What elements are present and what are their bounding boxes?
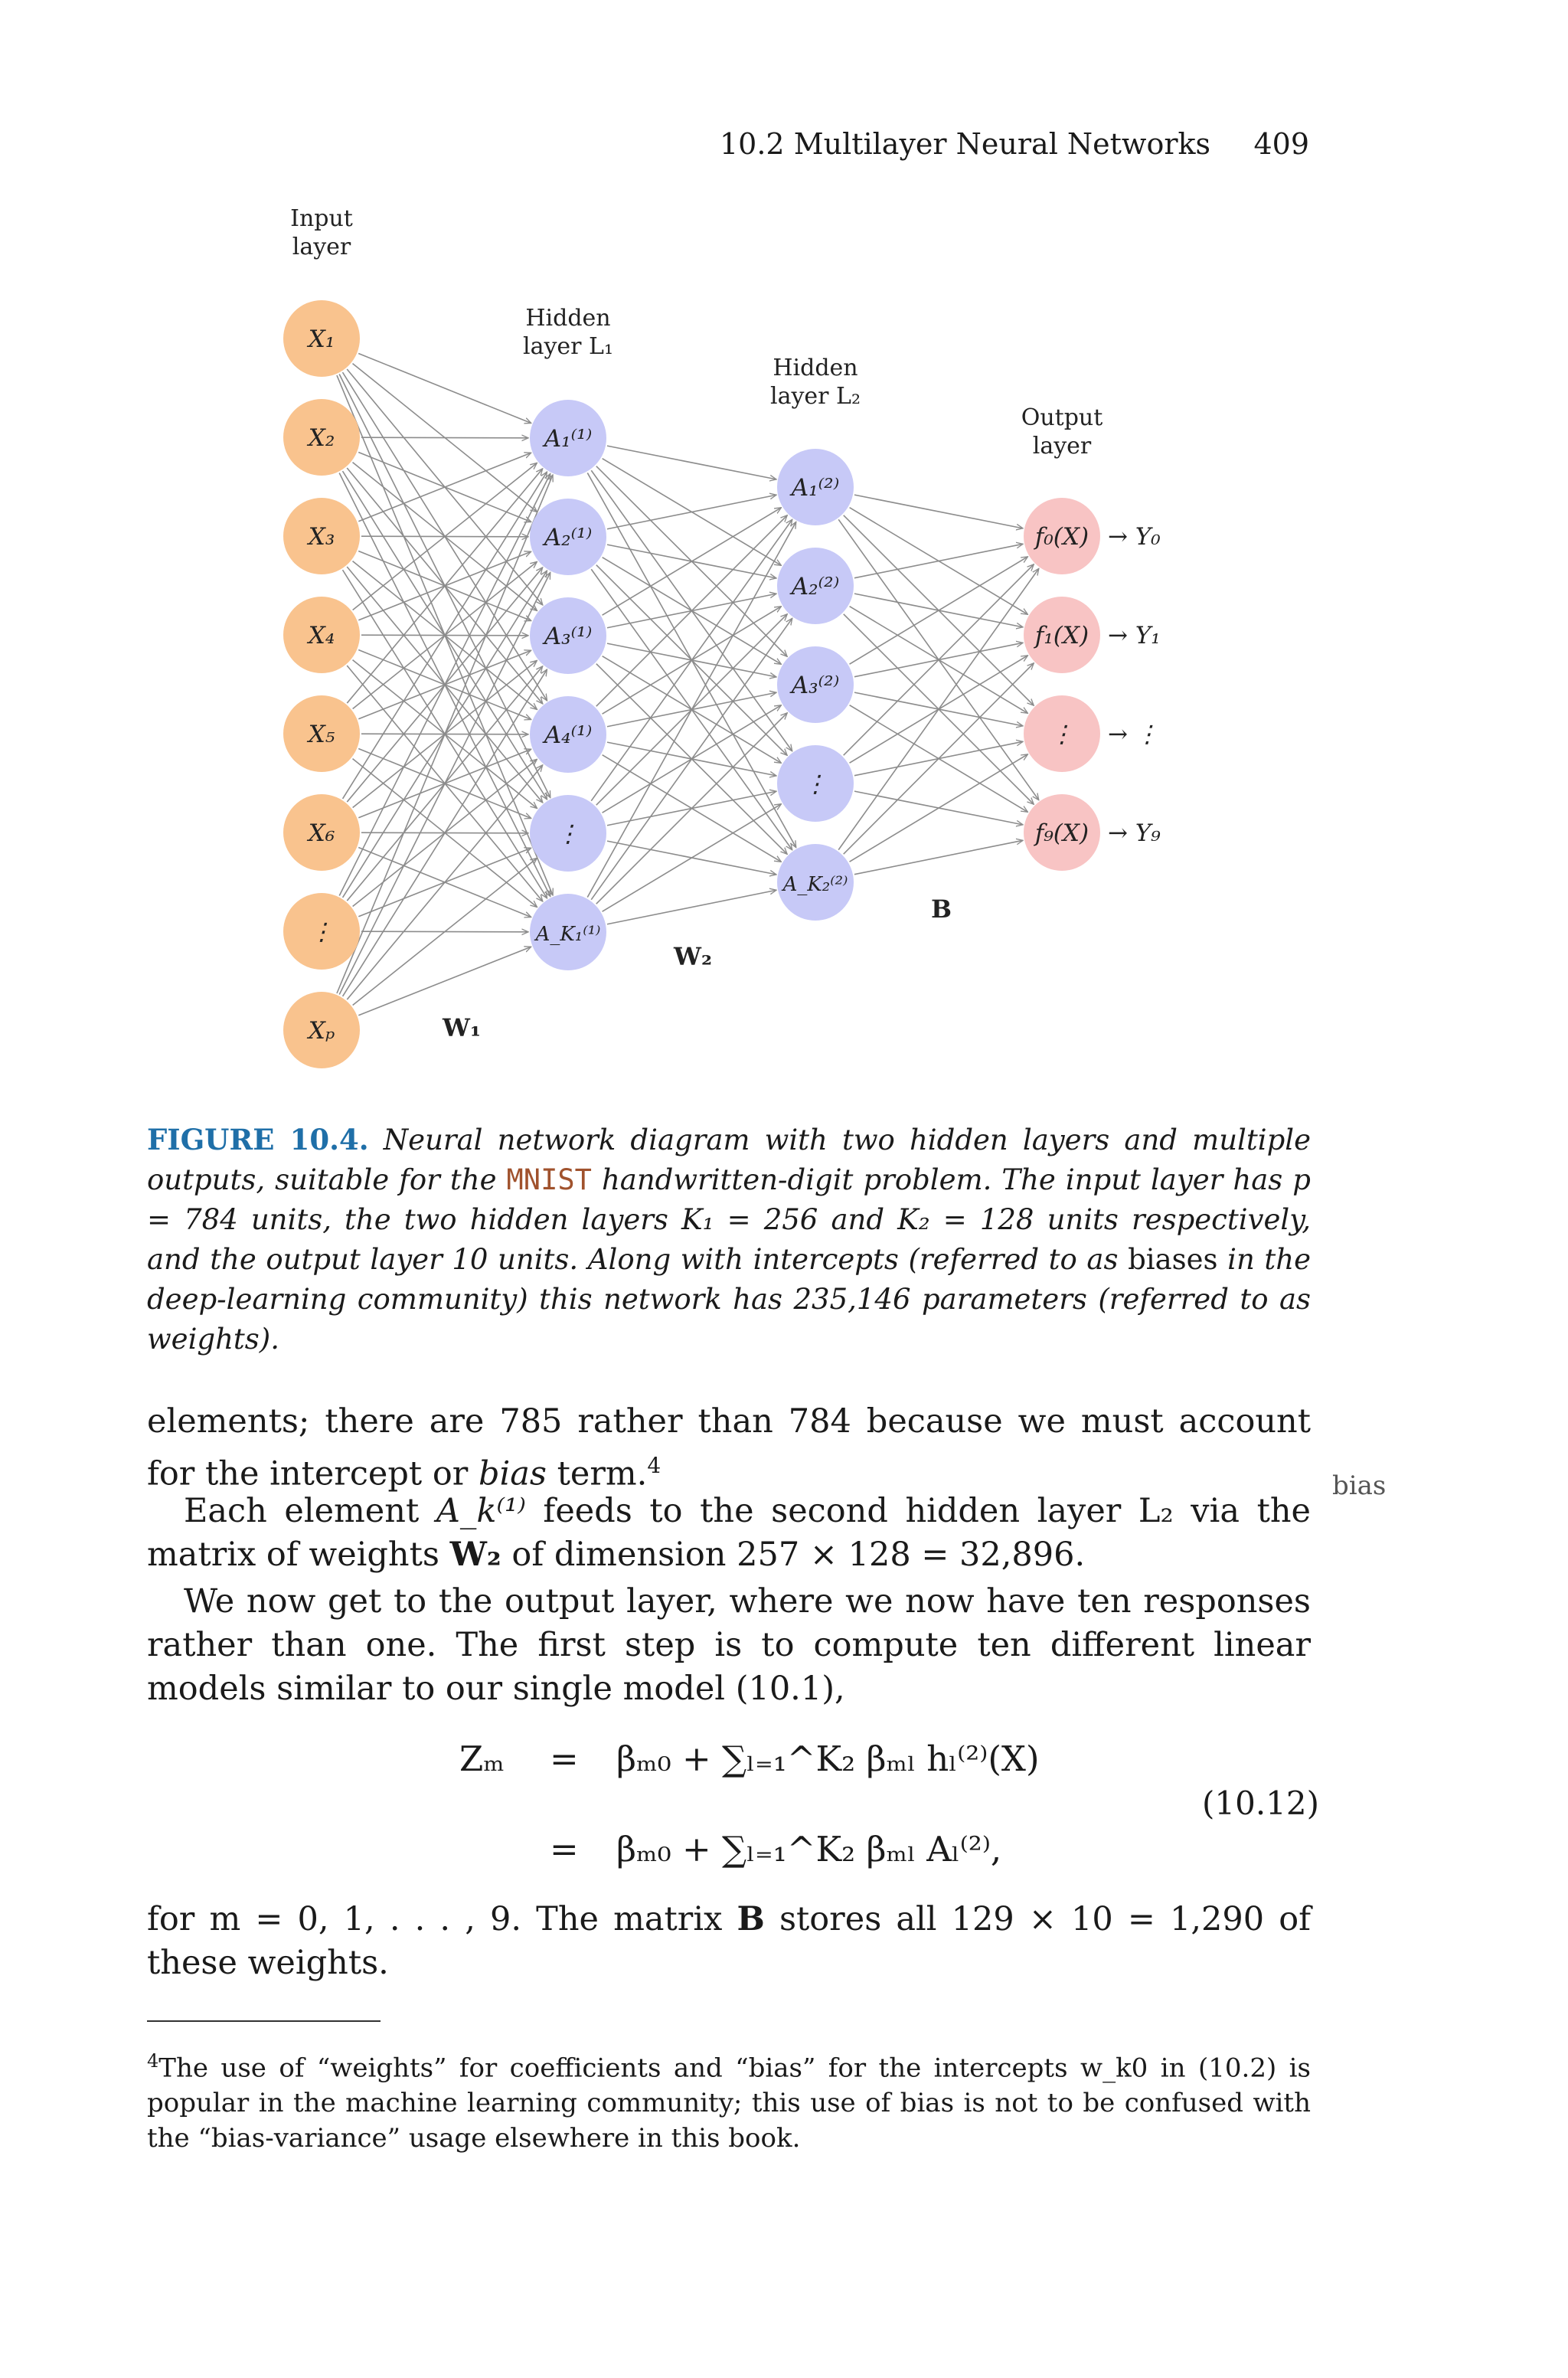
caption-text-1: Neural network diagram with two hidden layers and multiple outputs, suitable for the [147, 1124, 1311, 1196]
input-layer-label-line2: layer [292, 234, 351, 260]
footnote-ref[interactable]: 4 [647, 1453, 662, 1478]
input-node-0-label: X₁ [308, 325, 335, 353]
input-node-1-label: X₂ [308, 424, 335, 452]
body-paragraph-2 [147, 1490, 1311, 1577]
eq-lhs: Zₘ [459, 1739, 505, 1779]
neural-network-diagram [0, 191, 1568, 1080]
output-layer-label-line1: Output [1021, 404, 1103, 431]
body-paragraph-4 [147, 1898, 1311, 1985]
hidden1-node-3-label: A₄⁽¹⁾ [544, 721, 593, 749]
edge-l1-5-to-2 [596, 713, 787, 904]
edge-l2-1-to-0 [854, 544, 1023, 577]
page-number: 409 [1253, 127, 1309, 161]
caption-text-2: handwritten-digit problem. The input layer has p = 784 units, the two hidden layers K₁ = 256 and K₂ = 128 units respectively, and the output layer 10 units. Along with intercepts (referred to as [147, 1163, 1311, 1276]
p4-text-c: stores all 129 × 10 = 1,290 of these weights. [147, 1900, 1312, 1982]
margin-note-bias: bias [1332, 1470, 1387, 1501]
caption-text-3: in the deep-learning community) this network has 235,146 parameters (referred to as weights). [147, 1243, 1312, 1356]
eq-equals-1: = [550, 1739, 579, 1779]
input-layer-label-line1: Input [290, 205, 353, 232]
hidden1-node-1-label: A₂⁽¹⁾ [544, 524, 593, 551]
hidden2-node-4-label: A_K₂⁽²⁾ [782, 873, 848, 896]
output-node-3-label: f₉(X) [1034, 819, 1089, 847]
eq-rhs-2: βₘ₀ + ∑ₗ₌₁^K₂ βₘₗ Aₗ⁽²⁾, [616, 1829, 1002, 1869]
hidden1-layer-label-line2: layer L₁ [522, 333, 614, 360]
p2-text-a: Each element [184, 1492, 436, 1530]
hidden1-node-2-label: A₃⁽¹⁾ [544, 623, 593, 650]
edge-l0-7-to-3 [347, 765, 542, 999]
caption-biases: biases [1128, 1243, 1218, 1276]
section-title: 10.2 Multilayer Neural Networks [720, 127, 1211, 161]
output-node-2-label: ⋮ [1050, 721, 1074, 748]
figure-label: FIGURE 10.4. [147, 1123, 369, 1156]
hidden2-layer-label-line1: Hidden [773, 355, 858, 381]
input-node-3-label: X₄ [308, 622, 335, 649]
edge-l1-5-to-0 [587, 522, 795, 897]
b-label: B [931, 895, 952, 924]
w2-label: W₂ [674, 942, 712, 971]
hidden2-node-0-label: A₁⁽²⁾ [791, 474, 840, 502]
edge-l0-1-to-0 [361, 437, 528, 438]
eq-equals-2: = [550, 1829, 579, 1869]
output-node-1-label: f₁(X) [1034, 622, 1089, 649]
p2-text-b: feeds to the second hidden layer L₂ via the matrix of weights [147, 1492, 1312, 1574]
edge-l0-7-to-5 [358, 947, 531, 1016]
edge-l2-4-to-2 [850, 754, 1028, 862]
output-target-3: → Y₉ [1108, 819, 1161, 847]
footnote [147, 2043, 1311, 2156]
edge-l1-3-to-0 [596, 515, 787, 706]
body-paragraph-3: We now get to the output layer, where we now have ten responses rather than one. The first step is to compute ten different linear models similar to our single model (10.1), [147, 1582, 1311, 1708]
p2-text-c: of dimension 257 × 128 = 32,896. [501, 1536, 1086, 1574]
input-node-4-label: X₅ [308, 721, 335, 748]
output-layer-label-line2: layer [1032, 433, 1092, 460]
output-target-0: → Y₀ [1108, 523, 1161, 551]
figure-caption [147, 1120, 1311, 1359]
hidden1-node-0-label: A₁⁽¹⁾ [544, 425, 593, 453]
body-paragraph-1 [147, 1400, 1311, 1496]
p1-bias-term: bias [478, 1454, 547, 1493]
hidden1-layer-label-line1: Hidden [525, 305, 611, 332]
p2-symbol: A_k⁽¹⁾ [436, 1492, 526, 1530]
p4-text-a: for m = 0, 1, . . . , 9. The matrix [147, 1900, 737, 1938]
edge-l2-4-to-3 [854, 840, 1023, 874]
footnote-mark: 4 [147, 2050, 159, 2072]
hidden1-node-4-label: ⋮ [556, 820, 580, 848]
footnote-text: The use of “weights” for coefficients and “bias” for the intercepts w_k0 in (10.2) is popular in the machine learning community; this use of bias is not to be confused with the “bias-variance” usage elsewhere in this book. [147, 2053, 1311, 2154]
edge-l1-0-to-0 [607, 446, 776, 479]
input-node-7-label: Xₚ [308, 1017, 335, 1045]
eq-rhs-1: βₘ₀ + ∑ₗ₌₁^K₂ βₘₗ hₗ⁽²⁾(X) [616, 1739, 1040, 1779]
p1-text-b: term. [546, 1454, 648, 1493]
hidden2-layer-label-line2: layer L₂ [769, 383, 861, 410]
output-target-1: → Y₁ [1108, 622, 1161, 649]
input-node-2-label: X₃ [308, 523, 335, 551]
hidden2-node-2-label: A₃⁽²⁾ [791, 672, 840, 699]
edge-l1-5-to-4 [607, 890, 776, 924]
input-node-5-label: X₆ [308, 819, 335, 847]
p1-text-a: elements; there are 785 rather than 784 because we must account for the intercept or [147, 1402, 1311, 1493]
p2-w2: W₂ [449, 1536, 501, 1574]
p4-matrix-b: B [737, 1900, 765, 1938]
equation-number: (10.12) [1202, 1784, 1320, 1822]
edge-l1-1-to-0 [607, 495, 776, 528]
edge-l2-0-to-0 [854, 495, 1023, 528]
caption-mnist: MNIST [506, 1163, 592, 1196]
footnote-rule [147, 2020, 381, 2022]
hidden2-node-3-label: ⋮ [803, 770, 828, 798]
edge-l1-5-to-3 [603, 804, 782, 911]
hidden1-node-5-label: A_K₁⁽¹⁾ [535, 923, 601, 946]
edge-l2-3-to-0 [844, 564, 1034, 755]
output-node-0-label: f₀(X) [1034, 523, 1089, 551]
input-node-6-label: ⋮ [309, 918, 334, 946]
w1-label: W₁ [443, 1013, 481, 1042]
output-target-2: → ⋮ [1108, 721, 1159, 748]
edge-l2-4-to-1 [844, 663, 1034, 854]
hidden2-node-1-label: A₂⁽²⁾ [791, 573, 840, 600]
